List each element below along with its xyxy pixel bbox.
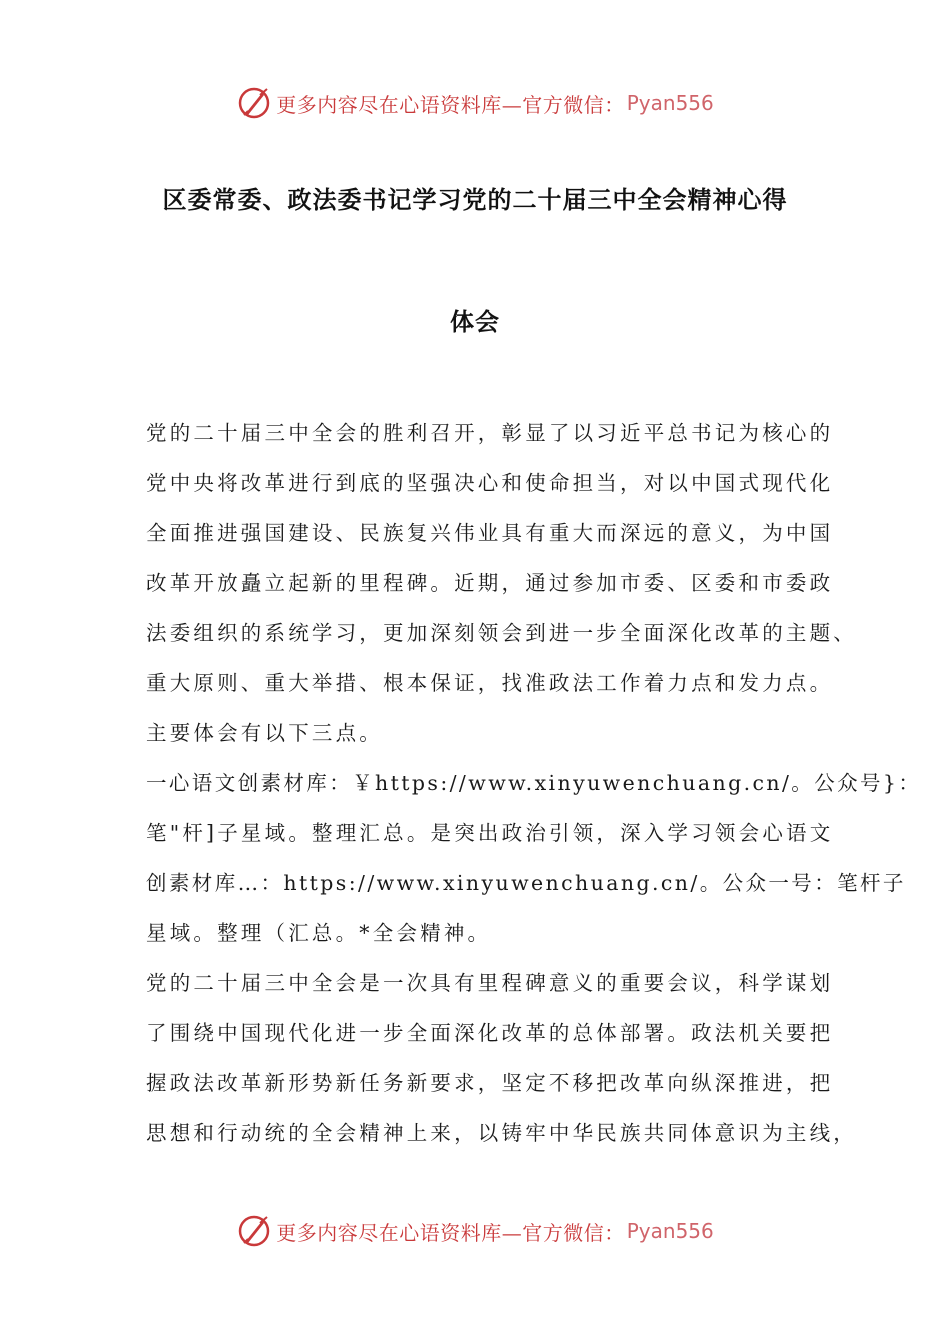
body-line: 一心语文创素材库：￥https://www.xinyuwenchuang.cn/。公众号}：: [146, 771, 922, 795]
body-line: 党的二十届三中全会的胜利召开，彰显了以习近平总书记为核心的: [146, 421, 834, 445]
body-line: 党的二十届三中全会是一次具有里程碑意义的重要会议，科学谋划: [146, 971, 834, 995]
document-body: [146, 414, 922, 1164]
watermark-wechat-id: Pyan556: [626, 1219, 714, 1243]
body-line: 创素材库…：https://www.xinyuwenchuang.cn/。公众一号：笔杆子: [146, 871, 906, 895]
body-line: 全面推进强国建设、民族复兴伟业具有重大而深远的意义，为中国: [146, 521, 834, 545]
watermark-banner-bottom: [0, 1206, 950, 1256]
body-line: 改革开放矗立起新的里程碑。近期，通过参加市委、区委和市委政: [146, 571, 834, 595]
watermark-text: 更多内容尽在心语资料库—官方微信：: [276, 1220, 625, 1245]
watermark-text: 更多内容尽在心语资料库—官方微信：: [276, 92, 625, 117]
document-title: 区委常委、政法委书记学习党的二十届三中全会精神心得: [162, 186, 788, 214]
body-line: 握政法改革新形势新任务新要求，坚定不移把改革向纵深推进，把: [146, 1071, 834, 1095]
watermark-wechat-id: Pyan556: [626, 91, 714, 115]
quill-logo-icon: [236, 1213, 272, 1249]
body-line: 了围绕中国现代化进一步全面深化改革的总体部署。政法机关要把: [146, 1021, 834, 1045]
body-line: 笔"杆]子星域。整理汇总。是突出政治引领，深入学习领会心语文: [146, 821, 834, 845]
body-line: 法委组织的系统学习，更加深刻领会到进一步全面深化改革的主题、: [146, 621, 857, 645]
quill-logo-icon: [236, 85, 272, 121]
body-line: 重大原则、重大举措、根本保证，找准政法工作着力点和发力点。: [146, 671, 834, 695]
watermark-banner-top: [0, 78, 950, 128]
body-line: 党中央将改革进行到底的坚强决心和使命担当，对以中国式现代化: [146, 471, 834, 495]
body-line: 星域。整理（汇总。*全会精神。: [146, 921, 492, 945]
body-line: 主要体会有以下三点。: [146, 721, 383, 745]
body-line: 思想和行动统的全会精神上来，以铸牢中华民族共同体意识为主线，: [146, 1121, 857, 1145]
document-title-continued: 体会: [450, 308, 500, 336]
